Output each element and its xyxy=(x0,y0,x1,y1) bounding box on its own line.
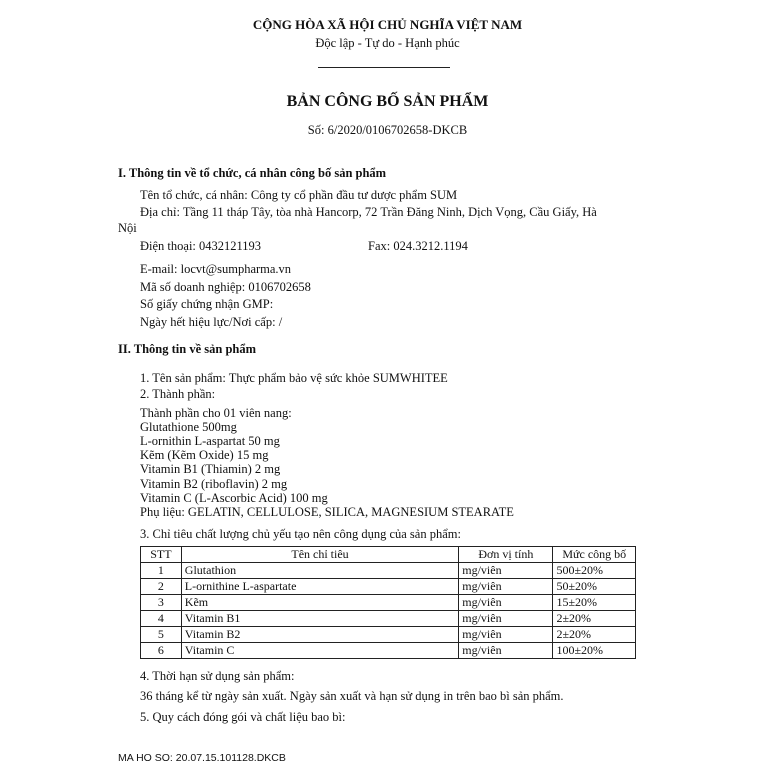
cell-unit: mg/viên xyxy=(459,563,553,579)
col-header-level: Mức công bố xyxy=(553,547,636,563)
cell-stt: 4 xyxy=(141,611,182,627)
cell-name: Vitamin B2 xyxy=(181,627,458,643)
ingredient-line: Kẽm (Kẽm Oxide) 15 mg xyxy=(140,448,269,462)
table-row xyxy=(141,563,636,579)
cell-name: Vitamin B1 xyxy=(181,611,458,627)
tax-code: Mã số doanh nghiệp: 0106702658 xyxy=(140,280,311,294)
ingredient-line: Vitamin B2 (riboflavin) 2 mg xyxy=(140,477,288,491)
cell-unit: mg/viên xyxy=(459,611,553,627)
ingredient-line: Glutathione 500mg xyxy=(140,420,237,434)
col-header-name: Tên chỉ tiêu xyxy=(181,547,458,563)
cell-name: L-ornithine L-aspartate xyxy=(181,579,458,595)
motto: Độc lập - Tự do - Hạnh phúc xyxy=(315,36,460,50)
address-line-2: Nội xyxy=(118,221,137,235)
cell-level: 500±20% xyxy=(553,563,636,579)
cell-unit: mg/viên xyxy=(459,579,553,595)
cell-name: Kẽm xyxy=(181,595,458,611)
cell-level: 100±20% xyxy=(553,643,636,659)
ingredient-line: Vitamin C (L-Ascorbic Acid) 100 mg xyxy=(140,491,328,505)
dossier-code: MA HO SO: 20.07.15.101128.DKCB xyxy=(118,752,286,764)
table-row xyxy=(141,611,636,627)
table-row xyxy=(141,579,636,595)
gmp-certificate: Số giấy chứng nhận GMP: xyxy=(140,297,274,311)
col-header-stt: STT xyxy=(141,547,182,563)
shelf-life-title: 4. Thời hạn sử dụng sản phẩm: xyxy=(140,669,295,683)
composition-title: 2. Thành phần: xyxy=(140,387,216,401)
document-title: BẢN CÔNG BỐ SẢN PHẨM xyxy=(286,93,489,110)
document-number: Số: 6/2020/0106702658-DKCB xyxy=(307,123,468,137)
col-header-unit: Đơn vị tính xyxy=(459,547,553,563)
cell-stt: 5 xyxy=(141,627,182,643)
cell-stt: 1 xyxy=(141,563,182,579)
cell-stt: 6 xyxy=(141,643,182,659)
cell-unit: mg/viên xyxy=(459,595,553,611)
expiry-issuer: Ngày hết hiệu lực/Nơi cấp: / xyxy=(140,315,283,329)
section-1-heading: I. Thông tin về tổ chức, cá nhân công bố sản phẩm xyxy=(118,166,387,180)
phone: Điện thoại: 0432121193 xyxy=(140,239,262,253)
quality-title: 3. Chỉ tiêu chất lượng chủ yếu tạo nên công dụng của sản phẩm: xyxy=(140,527,461,541)
excipients: Phụ liệu: GELATIN, CELLULOSE, SILICA, MAGNESIUM STEARATE xyxy=(140,505,514,519)
cell-name: Vitamin C xyxy=(181,643,458,659)
section-2-heading: II. Thông tin về sản phẩm xyxy=(118,342,257,356)
quality-table xyxy=(140,546,636,659)
fax: Fax: 024.3212.1194 xyxy=(368,239,468,253)
cell-stt: 2 xyxy=(141,579,182,595)
table-row xyxy=(141,643,636,659)
table-row xyxy=(141,595,636,611)
cell-name: Glutathion xyxy=(181,563,458,579)
composition-intro: Thành phần cho 01 viên nang: xyxy=(140,406,292,420)
cell-level: 2±20% xyxy=(553,611,636,627)
address-line-1: Địa chỉ: Tầng 11 tháp Tây, tòa nhà Hancorp, 72 Trần Đăng Ninh, Dịch Vọng, Cầu Giấy, Hà xyxy=(140,205,597,219)
product-name: 1. Tên sản phẩm: Thực phẩm bảo vệ sức khỏe SUMWHITEE xyxy=(140,371,448,385)
table-header-row xyxy=(141,547,636,563)
cell-unit: mg/viên xyxy=(459,627,553,643)
header-divider xyxy=(318,67,450,68)
cell-level: 2±20% xyxy=(553,627,636,643)
cell-stt: 3 xyxy=(141,595,182,611)
org-name: Tên tổ chức, cá nhân: Công ty cổ phần đầu tư dược phẩm SUM xyxy=(140,188,458,202)
ingredient-line: Vitamin B1 (Thiamin) 2 mg xyxy=(140,462,281,476)
email: E-mail: locvt@sumpharma.vn xyxy=(140,262,292,276)
cell-level: 50±20% xyxy=(553,579,636,595)
cell-level: 15±20% xyxy=(553,595,636,611)
shelf-life-text: 36 tháng kể từ ngày sản xuất. Ngày sản xuất và hạn sử dụng in trên bao bì sản phẩm. xyxy=(140,689,564,703)
nation-heading: CỘNG HÒA XÃ HỘI CHỦ NGHĨA VIỆT NAM xyxy=(252,17,523,32)
ingredient-line: L-ornithin L-aspartat 50 mg xyxy=(140,434,280,448)
table-row xyxy=(141,627,636,643)
packaging-title: 5. Quy cách đóng gói và chất liệu bao bì: xyxy=(140,710,346,724)
cell-unit: mg/viên xyxy=(459,643,553,659)
